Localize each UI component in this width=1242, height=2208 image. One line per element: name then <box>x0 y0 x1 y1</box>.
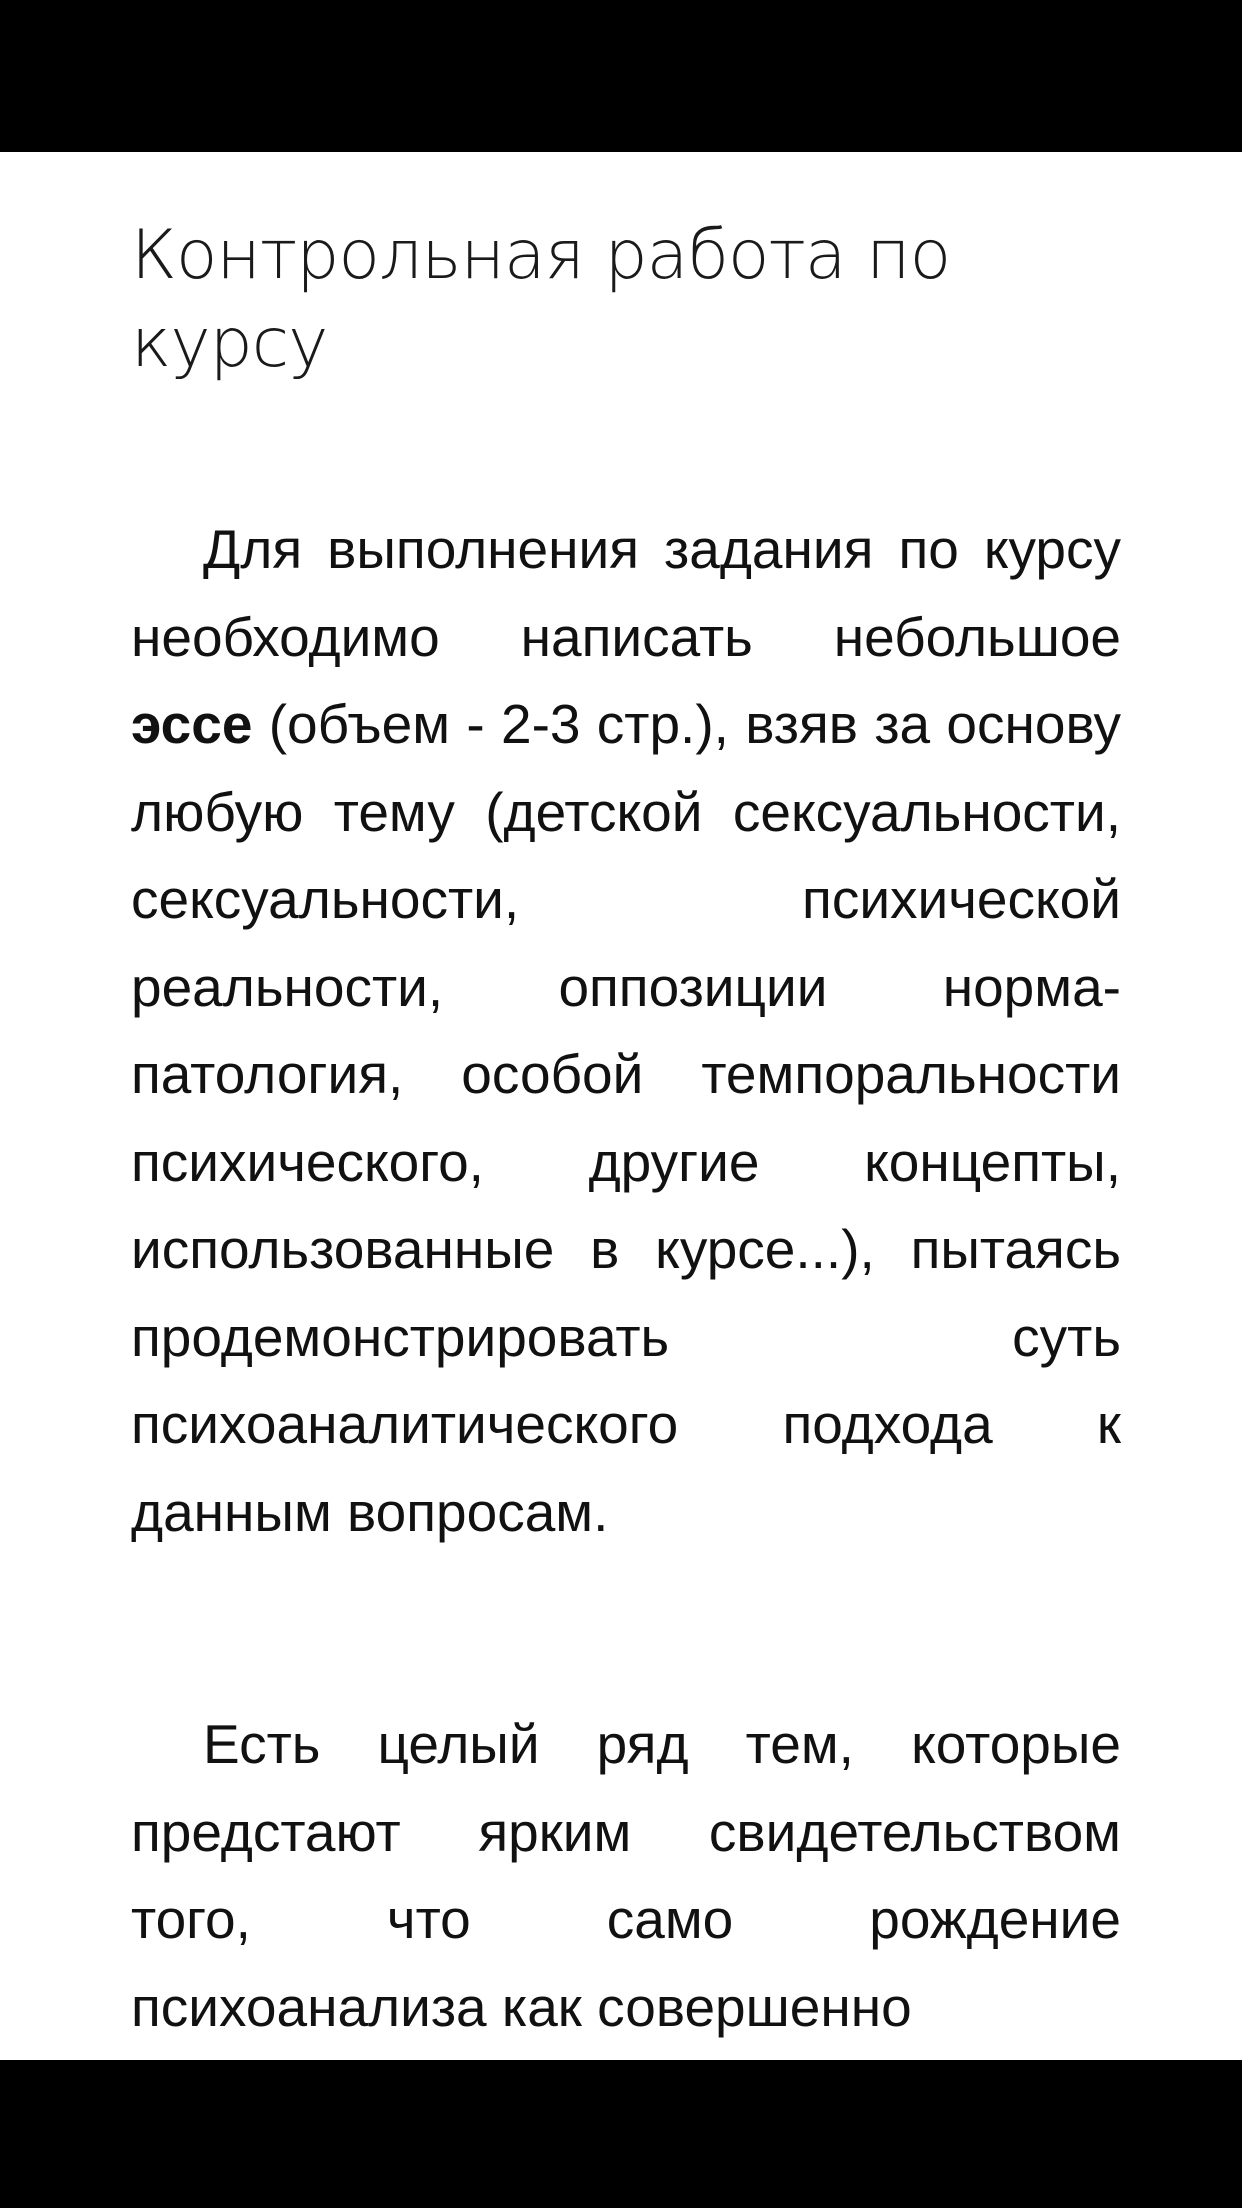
paragraph-1 <box>131 506 1121 1556</box>
paragraph-2: Есть целый ряд тем, которые предстают ярким свидетельством того, что само рождение психоанализа как совершенно <box>131 1713 1121 2038</box>
paragraph-1-text-start: Для выполнения задания по курсу необходимо написать небольшое <box>131 518 1121 668</box>
bottom-black-bar <box>0 2060 1242 2208</box>
paragraph-1-bold-word: эссе <box>131 693 253 755</box>
document-page[interactable] <box>0 152 1242 2060</box>
document-title: Контрольная работа по курсу <box>131 216 951 383</box>
paragraph-1-text-end: (объем - 2-3 стр.), взяв за основу любую тему (детской сексуальности, сексуальности, психической реальности, оппозиции норма-патология, особой темпоральности психического, другие концепты, использованные в курсе...), пытаясь продемонстрировать суть психоаналитического подхода к данным вопросам. <box>131 693 1121 1543</box>
top-black-bar <box>0 0 1242 152</box>
